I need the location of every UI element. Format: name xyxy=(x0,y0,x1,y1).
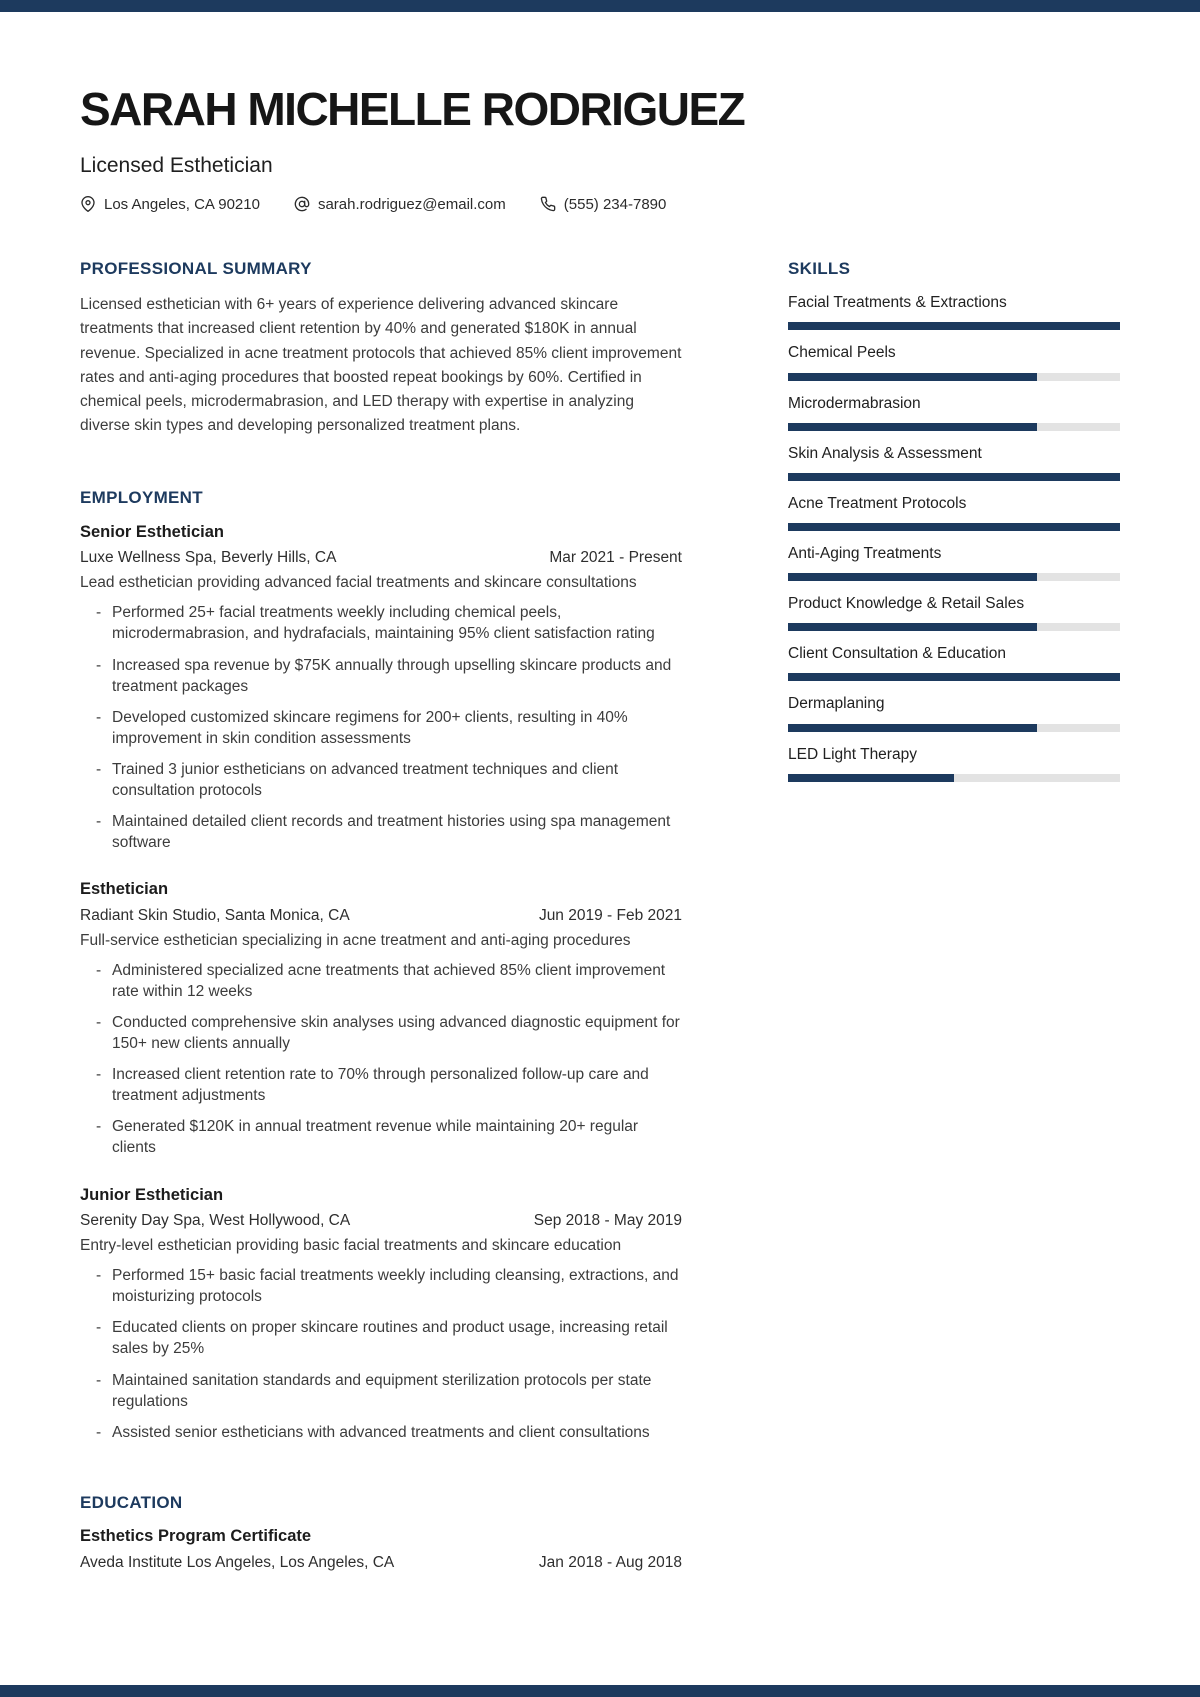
skill-label: Client Consultation & Education xyxy=(788,645,1006,663)
bullet-text: Assisted senior estheticians with advanced treatments and client consultations xyxy=(112,1423,650,1441)
job-bullets xyxy=(80,1265,682,1443)
bullet-text: Maintained detailed client records and treatment histories using spa management software xyxy=(112,813,671,852)
sidebar-column xyxy=(788,259,1120,1573)
at-sign-icon xyxy=(294,196,310,212)
skills-list xyxy=(788,293,1120,781)
job-dates: Mar 2021 - Present xyxy=(549,549,682,567)
skill-label: Dermaplaning xyxy=(788,695,885,713)
bullet-text: Educated clients on proper skincare routines and product usage, increasing retail sales by 25% xyxy=(112,1319,668,1358)
job-bullet xyxy=(80,1422,682,1443)
skill-item xyxy=(788,694,1120,731)
skill-label: Anti-Aging Treatments xyxy=(788,544,942,562)
job-bullets xyxy=(80,602,682,853)
education-school: Aveda Institute Los Angeles, Los Angeles, CA xyxy=(80,1553,395,1571)
employment-heading: EMPLOYMENT xyxy=(80,488,203,508)
bullet-text: Trained 3 junior estheticians on advanced treatment techniques and client consultation protocols xyxy=(112,760,619,799)
skill-bar-fill xyxy=(788,473,1120,481)
job-company-row xyxy=(80,906,682,926)
skill-item xyxy=(788,544,1120,581)
job-bullet xyxy=(80,1116,682,1158)
bullet-dash: - xyxy=(96,1118,102,1136)
skill-bar-fill xyxy=(788,322,1120,330)
skill-item xyxy=(788,745,1120,782)
header xyxy=(80,84,1120,213)
contact-phone-text: (555) 234-7890 xyxy=(563,195,667,213)
contact-email xyxy=(294,196,506,213)
bullet-text: Maintained sanitation standards and equipment sterilization protocols per state regulations xyxy=(112,1371,652,1410)
job-company: Radiant Skin Studio, Santa Monica, CA xyxy=(80,906,350,924)
job-company-row xyxy=(80,1211,682,1231)
skill-item xyxy=(788,444,1120,481)
job-lead: Lead esthetician providing advanced facial treatments and skincare consultations xyxy=(80,574,637,592)
job-bullet xyxy=(80,655,682,697)
bullet-text: Increased spa revenue by $75K annually through upselling skincare products and treatment packages xyxy=(112,656,672,695)
job-lead: Full-service esthetician specializing in acne treatment and anti-aging procedures xyxy=(80,931,631,949)
education-degree: Esthetics Program Certificate xyxy=(80,1527,312,1546)
job-company: Serenity Day Spa, West Hollywood, CA xyxy=(80,1211,351,1229)
bullet-text: Performed 15+ basic facial treatments weekly including cleansing, extractions, and moisturizing protocols xyxy=(112,1267,679,1306)
skill-bar-track xyxy=(788,573,1120,581)
jobs-list xyxy=(80,522,682,1443)
candidate-title: Licensed Esthetician xyxy=(80,153,273,177)
bullet-dash: - xyxy=(96,604,102,622)
skill-label: Chemical Peels xyxy=(788,344,896,362)
job-bullet xyxy=(80,960,682,1002)
contact-location xyxy=(80,196,260,213)
contact-phone xyxy=(540,196,667,213)
skill-label: LED Light Therapy xyxy=(788,745,917,763)
job-bullet xyxy=(80,759,682,801)
education-row xyxy=(80,1553,682,1573)
job-bullet xyxy=(80,1012,682,1054)
education-dates: Jan 2018 - Aug 2018 xyxy=(538,1553,682,1571)
skill-bar-track xyxy=(788,774,1120,782)
contact-location-text: Los Angeles, CA 90210 xyxy=(104,195,260,213)
bottom-accent-bar xyxy=(0,1685,1200,1697)
bullet-dash: - xyxy=(96,1319,102,1337)
skill-bar-track xyxy=(788,373,1120,381)
skill-label: Microdermabrasion xyxy=(788,394,921,412)
candidate-name: SARAH MICHELLE RODRIGUEZ xyxy=(80,83,745,135)
phone-icon xyxy=(540,196,556,212)
bullet-dash: - xyxy=(96,813,102,830)
skill-item xyxy=(788,594,1120,631)
job-entry xyxy=(80,1185,682,1443)
skill-bar-track xyxy=(788,724,1120,732)
skill-item xyxy=(788,644,1120,681)
job-bullet xyxy=(80,1317,682,1359)
section-education xyxy=(80,1493,682,1573)
skill-bar-fill xyxy=(788,373,1037,381)
bullet-text: Increased client retention rate to 70% through personalized follow-up care and treatment adjustments xyxy=(112,1066,649,1105)
bullet-dash: - xyxy=(96,961,102,979)
job-title: Junior Esthetician xyxy=(80,1185,224,1204)
summary-text: Licensed esthetician with 6+ years of experience delivering advanced skincare treatments that increased client retention by 40% and generated $180K in annual revenue. Specialized in acne treatment protocols that achieved 85% client improvement rates and anti-aging procedures that boosted repeat bookings by 60%. Certified in chemical peels, microdermabrasion, and LED therapy with expertise in analyzing diverse skin types and developing personalized treatment plans. xyxy=(80,296,682,435)
skill-label: Product Knowledge & Retail Sales xyxy=(788,595,1025,613)
skill-item xyxy=(788,343,1120,380)
contact-row xyxy=(80,196,1120,213)
skill-bar-fill xyxy=(788,423,1037,431)
skill-item xyxy=(788,494,1120,531)
section-professional-summary xyxy=(80,259,682,438)
bullet-dash: - xyxy=(96,708,102,726)
bullet-text: Conducted comprehensive skin analyses using advanced diagnostic equipment for 150+ new clients annually xyxy=(112,1014,680,1053)
job-bullet xyxy=(80,707,682,749)
skill-item xyxy=(788,293,1120,330)
bullet-text: Generated $120K in annual treatment revenue while maintaining 20+ regular clients xyxy=(112,1118,639,1157)
bullet-dash: - xyxy=(96,760,102,778)
job-dates: Jun 2019 - Feb 2021 xyxy=(538,906,682,924)
skill-bar-track xyxy=(788,473,1120,481)
job-bullet xyxy=(80,811,682,853)
skill-bar-track xyxy=(788,673,1120,681)
skill-bar-fill xyxy=(788,774,954,782)
two-column-layout xyxy=(80,259,1120,1573)
main-column xyxy=(80,259,682,1573)
top-accent-bar xyxy=(0,0,1200,12)
bullet-dash: - xyxy=(96,1066,102,1084)
job-dates: Sep 2018 - May 2019 xyxy=(533,1211,682,1229)
skill-bar-fill xyxy=(788,523,1120,531)
bullet-dash: - xyxy=(96,656,102,674)
bullet-text: Administered specialized acne treatments that achieved 85% client improvement rate within 12 weeks xyxy=(112,961,666,1000)
skill-item xyxy=(788,394,1120,431)
bullet-dash: - xyxy=(96,1371,102,1389)
bullet-dash: - xyxy=(96,1423,102,1441)
job-bullet xyxy=(80,602,682,644)
education-heading: EDUCATION xyxy=(80,1492,183,1512)
job-bullet xyxy=(80,1064,682,1106)
bullet-dash: - xyxy=(96,1014,102,1032)
job-title: Esthetician xyxy=(80,880,169,899)
job-company: Luxe Wellness Spa, Beverly Hills, CA xyxy=(80,549,337,567)
job-bullet xyxy=(80,1370,682,1412)
bullet-dash: - xyxy=(96,1267,102,1285)
section-employment xyxy=(80,488,682,1443)
job-company-row xyxy=(80,548,682,568)
skill-bar-track xyxy=(788,523,1120,531)
bullet-text: Developed customized skincare regimens for 200+ clients, resulting in 40% improvement in skin condition assessments xyxy=(112,708,628,747)
skill-bar-fill xyxy=(788,673,1120,681)
skill-bar-track xyxy=(788,322,1120,330)
summary-heading: PROFESSIONAL SUMMARY xyxy=(80,258,312,278)
skill-label: Facial Treatments & Extractions xyxy=(788,294,1007,312)
job-title: Senior Esthetician xyxy=(80,522,224,541)
skill-bar-fill xyxy=(788,724,1037,732)
skill-bar-fill xyxy=(788,573,1037,581)
skill-bar-fill xyxy=(788,623,1037,631)
skill-label: Skin Analysis & Assessment xyxy=(788,444,982,462)
job-entry xyxy=(80,879,682,1158)
job-entry xyxy=(80,522,682,854)
job-lead: Entry-level esthetician providing basic facial treatments and skincare education xyxy=(80,1237,622,1255)
map-pin-icon xyxy=(80,196,96,212)
skills-heading: SKILLS xyxy=(788,258,851,278)
skill-bar-track xyxy=(788,423,1120,431)
job-bullet xyxy=(80,1265,682,1307)
contact-email-text: sarah.rodriguez@email.com xyxy=(317,195,506,213)
bullet-text: Performed 25+ facial treatments weekly including chemical peels, microdermabrasion, and hydrafacials, maintaining 95% client satisfaction rating xyxy=(112,604,655,643)
skill-label: Acne Treatment Protocols xyxy=(788,494,967,512)
job-bullets xyxy=(80,960,682,1159)
skill-bar-track xyxy=(788,623,1120,631)
